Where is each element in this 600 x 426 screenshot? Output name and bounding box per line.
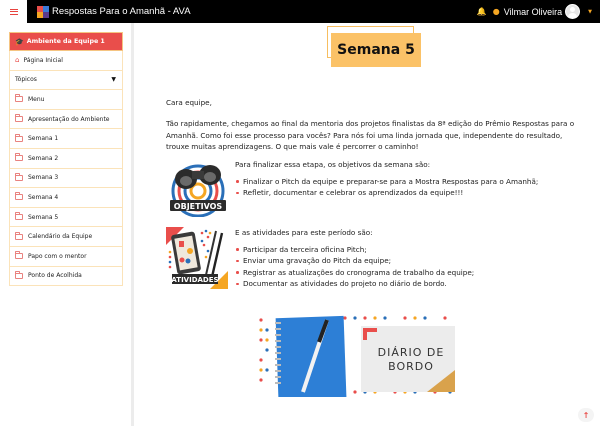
sidebar-item-semana-5[interactable] xyxy=(9,208,123,228)
sidebar-item-papo-mentor[interactable] xyxy=(9,247,123,267)
folder-icon xyxy=(15,234,23,240)
top-navbar xyxy=(0,0,600,23)
arrow-up-icon: ↑ xyxy=(582,410,590,420)
sidebar-item-label: Página Inicial xyxy=(23,56,63,64)
sidebar-topics-toggle[interactable] xyxy=(9,71,123,91)
activities-text xyxy=(235,227,595,290)
chat-icon[interactable]: ● xyxy=(492,7,500,16)
folder-icon xyxy=(15,253,23,259)
activities-lead: E as atividades para este período são: xyxy=(235,228,373,237)
objectives-list xyxy=(235,176,595,199)
sidebar-item-semana-2[interactable] xyxy=(9,149,123,169)
sidebar-item-label: Ponto de Acolhida xyxy=(28,272,82,280)
list-item: Documentar as atividades do projeto no diário de bordo. xyxy=(235,278,595,290)
folder-icon xyxy=(15,214,23,220)
greeting-text: Cara equipe, xyxy=(166,98,212,107)
svg-text:OBJETIVOS: OBJETIVOS xyxy=(173,202,223,211)
sidebar xyxy=(9,32,123,286)
folder-icon xyxy=(15,155,23,161)
graduation-cap-icon: 🎓 xyxy=(15,37,24,46)
svg-text:BORDO: BORDO xyxy=(388,360,434,373)
user-name[interactable]: Vilmar Oliveira xyxy=(503,6,563,17)
objectives-lead: Para finalizar essa etapa, os objetivos da semana são: xyxy=(235,160,431,169)
app-title[interactable]: Respostas Para o Amanhã - AVA xyxy=(52,6,191,17)
sidebar-item-label: Menu xyxy=(28,95,45,103)
sidebar-item-semana-4[interactable] xyxy=(9,188,123,208)
scroll-to-top-button[interactable] xyxy=(578,408,594,422)
sidebar-item-home[interactable] xyxy=(9,51,123,71)
sidebar-item-label: Semana 3 xyxy=(28,174,59,182)
sidebar-item-ponto-acolhida[interactable] xyxy=(9,267,123,287)
sidebar-header-label: Ambiente da Equipe 1 xyxy=(26,38,105,45)
folder-icon xyxy=(15,273,23,279)
user-area xyxy=(477,0,600,23)
list-item: Registrar as atualizações do cronograma de trabalho da equipe; xyxy=(235,267,595,279)
sidebar-item-label: Semana 2 xyxy=(28,154,59,162)
sidebar-item-label: Semana 1 xyxy=(28,135,59,143)
sidebar-item-label: Apresentação do Ambiente xyxy=(28,115,110,123)
sidebar-item-semana-1[interactable] xyxy=(9,129,123,149)
app-logo-icon[interactable] xyxy=(37,6,49,18)
folder-icon xyxy=(15,116,23,122)
week-badge xyxy=(327,26,423,68)
folder-icon xyxy=(15,175,23,181)
page-title: Semana 5 xyxy=(331,33,421,67)
sidebar-header[interactable] xyxy=(9,32,123,51)
folder-icon xyxy=(15,194,23,200)
activities-list xyxy=(235,244,595,290)
home-icon: ⌂ xyxy=(15,56,20,65)
objectives-text xyxy=(235,159,595,199)
list-item: Finalizar o Pitch da equipe e preparar-se para a Mostra Respostas para o Amanhã; xyxy=(235,176,595,188)
sidebar-divider[interactable] xyxy=(131,23,134,426)
folder-icon xyxy=(15,96,23,102)
menu-icon xyxy=(10,9,18,15)
caret-down-icon[interactable]: ▼ xyxy=(588,8,592,15)
list-item: Participar da terceira oficina Pitch; xyxy=(235,244,595,256)
binoculars-icon xyxy=(166,159,230,217)
sidebar-item-apresentacao[interactable] xyxy=(9,110,123,130)
caret-down-icon: ▼ xyxy=(111,76,116,84)
activities-icon xyxy=(166,227,228,289)
svg-text:DIÁRIO DE: DIÁRIO DE xyxy=(377,346,445,359)
folder-icon xyxy=(15,136,23,142)
list-item: Enviar uma gravação do Pitch da equipe; xyxy=(235,255,595,267)
sidebar-item-label: Semana 4 xyxy=(28,193,59,201)
sidebar-item-semana-3[interactable] xyxy=(9,169,123,189)
intro-paragraph: Tão rapidamente, chegamos ao final da mentoria dos projetos finalistas da 8ª edição do Prêmio Respostas para o Amanhã. Como foi esse processo para vocês? Para nós foi uma linda jornada que, independente do resultado, trouxe muitas aprendizagens. O que mais vale é percorrer o caminho! xyxy=(166,119,575,151)
sidebar-item-label: Papo com o mentor xyxy=(28,252,87,260)
sidebar-item-menu[interactable] xyxy=(9,90,123,110)
bell-icon[interactable]: 🔔 xyxy=(476,7,487,16)
svg-text:ATIVIDADES: ATIVIDADES xyxy=(171,276,219,284)
sidebar-item-label: Calendário da Equipe xyxy=(28,233,93,241)
menu-toggle-button[interactable] xyxy=(0,0,27,23)
sidebar-item-calendario[interactable] xyxy=(9,227,123,247)
sidebar-item-label: Semana 5 xyxy=(28,213,59,221)
avatar[interactable] xyxy=(565,4,580,19)
sidebar-item-label: Tópicos xyxy=(15,76,37,84)
main-content xyxy=(166,97,586,152)
list-item: Refletir, documentar e celebrar os aprendizados da equipe!!! xyxy=(235,187,595,199)
diario-de-bordo-banner xyxy=(255,312,455,397)
